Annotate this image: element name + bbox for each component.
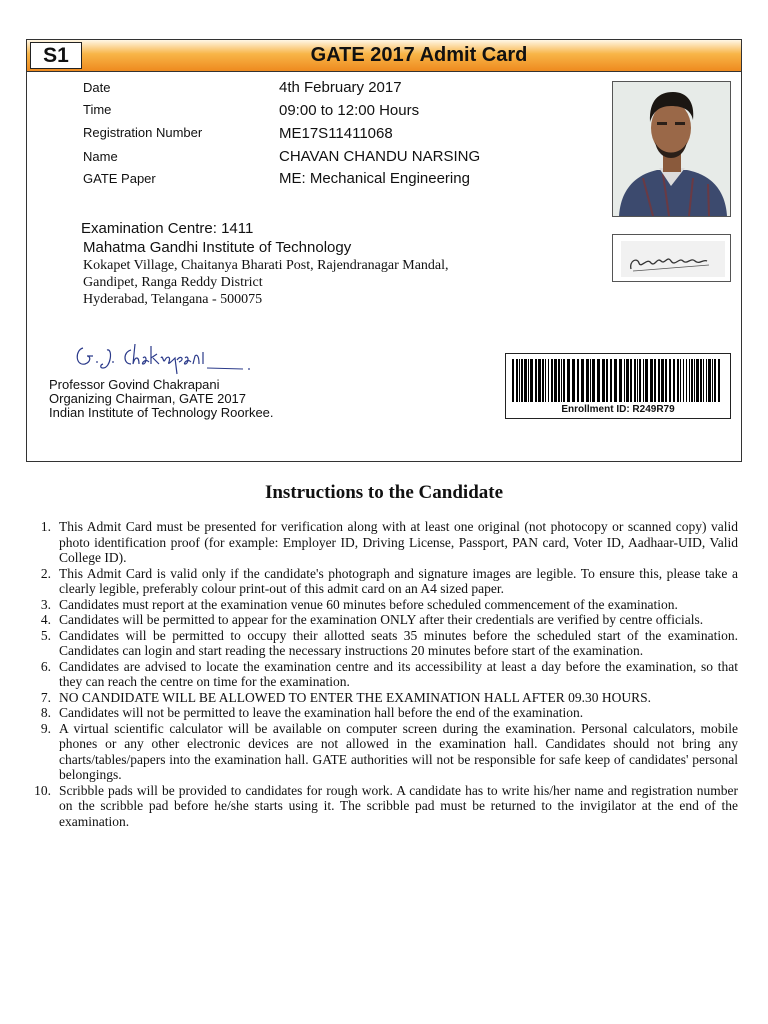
barcode-bar xyxy=(545,359,546,402)
instruction-number: 10. xyxy=(34,782,51,798)
barcode-bar xyxy=(630,359,632,402)
instruction-item xyxy=(33,566,738,597)
barcode-bar xyxy=(626,359,629,402)
barcode-bar xyxy=(602,359,605,402)
instruction-text: Scribble pads will be provided to candidates for rough work. A candidate has to write his/her name and registration number on the scribble pad before he/she starts using it. The scribble pad must be returned to the invigilator at the end of the examination. xyxy=(59,782,738,829)
instruction-number: 3. xyxy=(40,596,51,612)
barcode-bar xyxy=(669,359,671,402)
instruction-item xyxy=(33,612,738,628)
barcode-bar xyxy=(606,359,608,402)
barcode-bar xyxy=(712,359,713,402)
barcode-bar xyxy=(610,359,612,402)
candidate-signature xyxy=(612,234,731,282)
barcode-bar xyxy=(524,359,527,402)
slot-badge: S1 xyxy=(30,42,82,69)
chairman-title: Organizing Chairman, GATE 2017 xyxy=(49,391,247,406)
instruction-item xyxy=(33,659,738,690)
barcode-bar xyxy=(634,359,636,402)
registration-value: ME17S11411068 xyxy=(279,125,393,142)
chairman-institute: Indian Institute of Technology Roorkee. xyxy=(49,405,274,420)
chairman-name: Professor Govind Chakrapani xyxy=(49,377,220,392)
barcode-bar xyxy=(650,359,653,402)
barcode-bar xyxy=(519,359,520,402)
instruction-text: NO CANDIDATE WILL BE ALLOWED TO ENTER THE EXAMINATION HALL AFTER 09.30 HOURS. xyxy=(59,689,651,705)
candidate-photo xyxy=(612,81,731,217)
instruction-text: Candidates will be permitted to appear for the examination ONLY after their credentials are verified by centre officials. xyxy=(59,612,704,627)
barcode-bar xyxy=(538,359,541,402)
barcode-bar xyxy=(691,359,693,402)
instruction-item xyxy=(33,705,738,721)
instruction-item xyxy=(33,597,738,613)
barcode-bar xyxy=(686,359,687,402)
instruction-item xyxy=(33,721,738,783)
barcode-bar xyxy=(696,359,699,402)
card-title: GATE 2017 Admit Card xyxy=(310,44,528,66)
instruction-text: Candidates will be permitted to occupy their allotted seats 35 minutes before the scheduled start of the examination. Candidates can login and start reading the necessary instructions 20 minutes before start of the examination. xyxy=(59,627,738,658)
barcode-bar xyxy=(535,359,537,402)
barcode-bar xyxy=(581,359,584,402)
barcode-bar xyxy=(521,359,523,402)
name-value: CHAVAN CHANDU NARSING xyxy=(279,148,481,165)
barcode-bar xyxy=(694,359,695,402)
name-label: Name xyxy=(83,149,118,164)
instruction-number: 9. xyxy=(40,720,51,736)
time-value: 09:00 to 12:00 Hours xyxy=(279,102,420,119)
barcode-bar xyxy=(637,359,638,402)
centre-name: Mahatma Gandhi Institute of Technology xyxy=(83,239,352,256)
barcode-bar xyxy=(706,359,707,402)
barcode-bar xyxy=(639,359,641,402)
instruction-text: This Admit Card is valid only if the candidate's photograph and signature images are legible. To ensure this, please take a clearly legible, preferably colour print-out of this admit card on an A4 sized paper. xyxy=(59,565,738,596)
instructions-list xyxy=(33,519,738,829)
barcode-bar xyxy=(700,359,702,402)
barcode-bar xyxy=(577,359,579,402)
instruction-item xyxy=(33,628,738,659)
instruction-number: 4. xyxy=(40,612,51,627)
paper-label: GATE Paper xyxy=(83,171,156,186)
barcode-bar xyxy=(548,359,549,402)
barcode-bar xyxy=(614,359,617,402)
barcode-bar xyxy=(703,359,704,402)
instruction-number: 1. xyxy=(40,519,51,534)
barcode-bar xyxy=(558,359,560,402)
instruction-number: 2. xyxy=(40,565,51,581)
barcode-bar xyxy=(567,359,570,402)
instruction-text: This Admit Card must be presented for verification along with at least one original (not photocopy or scanned copy) valid photo identification proof (for example: Employer ID, Driving License, Passport, PAN card, Voter ID, Aadhaar-UID, Valid College ID). xyxy=(59,519,738,565)
barcode-bar xyxy=(554,359,557,402)
barcode-bar xyxy=(680,359,681,402)
centre-address-line: Hyderabad, Telangana - 500075 xyxy=(83,292,263,307)
registration-label: Registration Number xyxy=(83,125,203,140)
barcode-bar xyxy=(689,359,690,402)
barcode-bar xyxy=(572,359,575,402)
barcode-bar xyxy=(654,359,656,402)
barcode-bar xyxy=(530,359,533,402)
barcode-bar xyxy=(673,359,675,402)
barcode-bar xyxy=(708,359,711,402)
enrollment-id: Enrollment ID: R249R79 xyxy=(561,404,675,415)
date-value: 4th February 2017 xyxy=(279,79,402,96)
instruction-number: 8. xyxy=(40,705,51,720)
card-header xyxy=(27,40,741,72)
barcode-bar xyxy=(661,359,664,402)
barcode-bar xyxy=(592,359,595,402)
instruction-number: 7. xyxy=(40,689,51,705)
centre-address-line: Kokapet Village, Chaitanya Bharati Post, Rajendranagar Mandal, xyxy=(83,258,449,273)
centre-heading: Examination Centre: 1411 xyxy=(81,220,254,237)
barcode-bar xyxy=(624,359,625,402)
instructions-title: Instructions to the Candidate xyxy=(264,482,504,503)
barcode-bar xyxy=(590,359,591,402)
chairman-signature xyxy=(73,338,253,378)
barcode-bar xyxy=(643,359,644,402)
instruction-number: 5. xyxy=(40,627,51,643)
barcode-bar xyxy=(665,359,667,402)
instruction-text: Candidates will not be permitted to leave the examination hall before the end of the examination. xyxy=(59,705,584,720)
barcode-bar xyxy=(597,359,600,402)
barcode-bar xyxy=(645,359,648,402)
instruction-text: Candidates are advised to locate the examination centre and its accessibility at least a day before the examination, so that they can reach the centre on time for the examination. xyxy=(59,658,738,689)
time-label: Time xyxy=(83,102,112,117)
enrollment-barcode xyxy=(505,353,731,419)
barcode-bar xyxy=(512,359,514,402)
instruction-item xyxy=(33,690,738,706)
instruction-text: A virtual scientific calculator will be available on computer screen during the examination. Personal calculators, mobile phones or any other electronic devices are not allowed in the examination hall. Candidates should not bring any charts/tables/papers into the examination hall. GATE authorities will not be responsible for safe keep of candidates' personal belongings. xyxy=(59,720,738,782)
admit-card xyxy=(26,39,742,462)
barcode-bar xyxy=(683,359,684,402)
instruction-number: 6. xyxy=(40,658,51,674)
barcode-bar xyxy=(677,359,679,402)
centre-address-line: Gandipet, Ranga Reddy District xyxy=(83,275,263,290)
barcode-bar xyxy=(551,359,553,402)
barcode-bar xyxy=(718,359,720,402)
instruction-text: Candidates must report at the examination venue 60 minutes before scheduled commencement of the examination. xyxy=(59,596,678,612)
instruction-item xyxy=(33,519,738,566)
barcode-bars xyxy=(512,359,724,402)
barcode-bar xyxy=(619,359,622,402)
barcode-bar xyxy=(516,359,518,402)
instruction-item xyxy=(33,783,738,830)
barcode-bar xyxy=(561,359,562,402)
barcode-bar xyxy=(563,359,565,402)
paper-value: ME: Mechanical Engineering xyxy=(279,170,470,187)
barcode-bar xyxy=(528,359,529,402)
barcode-bar xyxy=(586,359,589,402)
barcode-bar xyxy=(714,359,716,402)
date-label: Date xyxy=(83,80,111,95)
barcode-bar xyxy=(542,359,544,402)
barcode-bar xyxy=(658,359,660,402)
